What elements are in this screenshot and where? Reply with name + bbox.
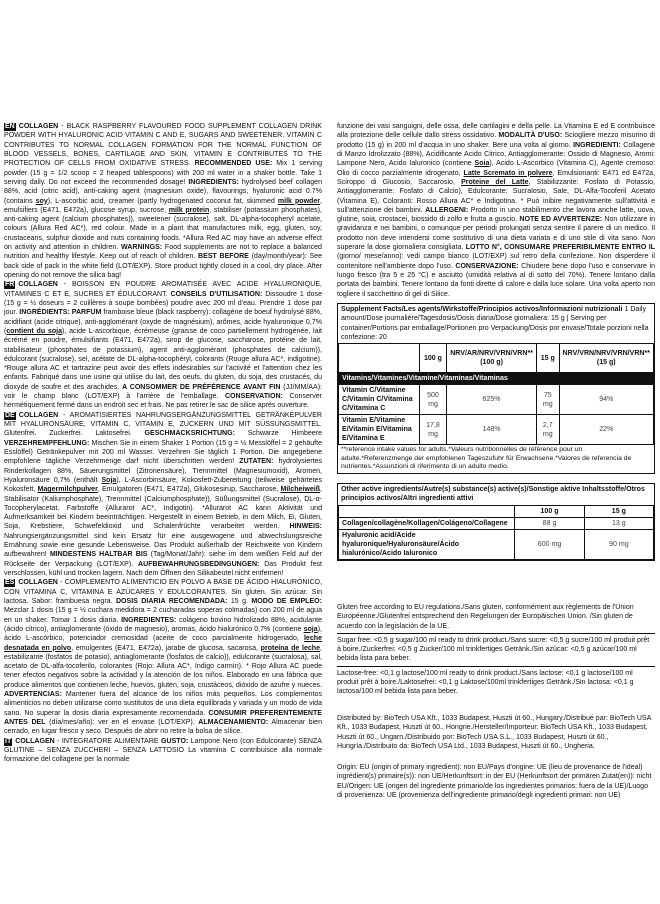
text-segment: hydrolysiertes Rinderkollagen 88%, Säuerungsmittel (Zitronensäure), Trennmittel (Magnesiumoxid), Aromen, Hyaluronsäure 0,7% (enthält <box>4 458 322 484</box>
text-segment: Das Produkt fest verschlossen, kühl und trocken lagern. Nach dem Öffnen den Silikabeutel nicht entfernen! <box>4 560 322 577</box>
text-segment: AUFBEWAHRUNGSBEDINGUNGEN: <box>138 560 260 568</box>
text-segment: BEST BEFORE <box>198 253 249 261</box>
text-segment: ), acide L-ascorbique, écrémeuse (graisse de coco partiellement hydrogénée, lait écrémé en poudre, émulsifiants (E471, E472a), sirop de glucose, saccharose, protéine de lait, stabilisateur (phosphates de potassium), agent anti-agglomérant (phosphates de calcium)), édulcorant (sucralose), sel, acétate de DL-alpha-tocophéryl, colorants (Rouge allura AC*, indigotine). *Rouge allura AC et tartrazine peut avoir des effets indésirables sur l'activité et l'attention chez les enfants. Fabriqué dans une usine qui utilise du lait, des oeufs, du gluten, du soja, des crustacés, du dioxyde de soufre et des arachides. <box>4 327 323 391</box>
section-it-continued <box>337 122 655 299</box>
text-segment: ), Acido L-Ascorbico (Vitamina C), Agente cremoso: Olio di cocco parzialmente idrogenato, <box>337 160 655 177</box>
text-segment: COLLAGEN <box>15 737 55 745</box>
left-column <box>4 122 322 765</box>
distributor-info: Distributed by: BioTech USA Kft., 1033 Budapest, Huszti út 60., Hungary./Distribué par: BioTech USA Kft., 1033 Budapest, Huszti út 60., Hongrie./Hersteller/Importeur: BioTech USA Kft., 1033 Budapest, Huszti út 60., Ungarn./Distribuido por: BioTech USA S.L., 1033 Budapest, Huszti út 60., Hungría./Distribuito da: BioTech USA Ltd., 1033 Budapest, Huszti út 60., Ungheria. <box>337 715 652 750</box>
text-segment: Prodotto in uno stabilimento che lavora anche latte, uova, glutine, soia, crostacei, biossido di zolfo e frutta a guscio. <box>337 206 655 224</box>
text-segment: NOTE ED AVVERTENZE: <box>519 216 603 224</box>
text-segment: funzione dei vasi sanguigni, delle ossa, delle cartilagini e della pelle. La Vitamina E ed E contribuisce alla protezione delle cellule dallo stress ossidativo. <box>337 123 655 140</box>
text-segment: GESCHMACKSRICHTUNG: <box>144 430 235 438</box>
other-heading: Other active ingredients/Autre(s) substance(s) active(s)/Sonstige aktive Inhaltsstoffe/Otros principios activos/Altri ingredienti attivi <box>341 486 645 503</box>
text-segment: COLLAGEN <box>18 123 59 130</box>
section-es <box>4 578 322 736</box>
text-segment: hydrolysed beef collagen 88%, acid (citric acid), anti-caking agent (magnesium oxide), flavourings, hyaluronic acid 0.7% (contains <box>4 178 322 205</box>
text-segment: framboise bleue (black raspberry): collagène de boeuf hydrolysé 88%, acidifiant (acide citrique), anti-agglomérant (oxyde de magnésium), arômes, acide hyaluronique 0,7% ( <box>4 309 322 335</box>
other-col-100g: 100 g <box>515 505 584 517</box>
text-segment: Mix 1 serving powder (15 g = 1/2 scoop = 2 heaped tablespoons) with 200 ml water in a shaker bottle. Take 1 serving daily. Do not exceed the recommended dosage! <box>4 160 322 186</box>
text-segment: DOSIS DIARIA RECOMENDADA: <box>115 597 228 605</box>
text-segment: LOTTO N°, CONSUMARE PREFERIBILMENTE ENTRO IL <box>465 244 655 252</box>
text-segment: COLLAGEN <box>18 281 58 289</box>
text-segment: ), L-ascorbic acid, creamer (partly hydrogenated coconut fat, skimmed <box>47 197 278 205</box>
text-segment: CONSERVAZIONE: <box>455 262 519 270</box>
text-segment: RECOMMENDED USE: <box>194 160 273 168</box>
text-segment: ALLERGENI: <box>425 206 469 214</box>
text-segment: GUSTO: <box>161 737 189 745</box>
text-segment: Latte Scremato in polvere <box>463 169 553 177</box>
text-segment: , emulgentes (E471, E472a), jarabe de glucosa, sacarosa, <box>71 644 261 652</box>
text-segment: HINWEIS: <box>289 523 322 531</box>
text-segment: - AROMATISIERTES NAHRUNGSERGÄNZUNGSMITTEL GETRÄNKEPULVER MIT HYALURONSÄURE, VITAMIN C, VITAMIN E, ZUCKERN UND MIT SÜSSUNGSMITTEL. Glutenfrei. Zuckerfrei. Laktosefrei. <box>4 411 322 438</box>
text-segment: contient du soja <box>6 327 63 335</box>
text-segment: CONSERVATION: <box>224 393 283 401</box>
text-segment: , Stabilizzante: Fosfato di Potassio, Antiagglomerante: Fosfato di Calcio), Edulcorante: Sucralosio, Sale, DL-Alfa-Tocoferil Acetato (Vitamina E), Coloranti: Rosso Allura AC* e Indigotina. * Può inibire negativamente sull'attività e sull'attenzione dei bambini. <box>337 178 655 214</box>
other-grid <box>338 505 654 560</box>
text-segment: - BLACK RASPBERRY FLAVOURED FOOD SUPPLEMENT COLLAGEN DRINK POWDER WITH HYALURONIC ACID VITAMIN C AND E, SUGARS AND SWEETENER. VITAMIN C CONTRIBUTES TO NORMAL COLLAGEN FORMATION FOR THE NORMAL FUNCTION OF BLOOD VESSELS, BONES, CARTILAGE AND SKIN. VITAMIN E CONTRIBUTES TO THE PROTECTION OF CELLS FROM OXIDATIVE STRESS. <box>4 123 322 168</box>
text-segment: INGRÉDIENTS: PARFUM <box>19 309 102 317</box>
section-fr <box>4 280 322 410</box>
text-segment: Lampone Nero (con Edulcorante) SENZA GLUTINE – SENZA ZUCCHERI – SENZA LATTOSIO La vitamina C contribuisce alla normale formazione del collagene per la normale <box>4 737 323 764</box>
gluten-free-note: Gluten free according to EU regulations./Sans gluten, conformément aux règlements de l'Union Européenne./Glutenfrei entsprechend den Regelungen der Europäischen Union. /Sin gluten de acuerdo con la legislación de la UE. <box>337 604 634 630</box>
text-segment: CONSUMIR PREFERENTEMENTE ANTES DEL <box>4 709 322 726</box>
table-row: Hyaluronic acid/Acide hyaluronique/Hyaluronsäure/Ácido hialurónico/Acido Ialuronico 600 mg 90 mg <box>339 529 654 559</box>
text-segment: leche desnatada en polvo <box>4 635 322 652</box>
text-segment: Magermilchpulver <box>37 486 98 494</box>
text-segment: 15 g. <box>227 597 252 605</box>
col-100g: 100 g <box>419 344 446 373</box>
text-segment: CONSEILS D'UTILISATION: <box>170 290 263 298</box>
text-segment: ALMACENAMIENTO: <box>198 719 269 726</box>
text-segment: - COMPLEMENTO ALIMENTICIO EN POLVO A BASE DE ÁCIDO HIALURÓNICO, CON VITAMINA C, VITAMINA E AZÚCARES Y EDULCORANTES. Sin gluten. Sin azúcar. Sin lactosa. Sabor: frambuesa negra. <box>4 579 322 605</box>
text-segment: ADVERTENCIAS: <box>4 691 62 699</box>
text-segment: Mezclar 1 dosis (15 g = ½ cuchara medidora = 2 cucharadas soperas colmadas) con 200 ml de agua en un shaker. Tomar 1 dosis diaria. <box>4 607 322 624</box>
vitamins-band: Vitamins/Vitamines/Vitamine/Vitaminas/Vitaminas <box>339 373 654 385</box>
text-segment: Food supplements are not to replace a balanced nutrition and healthy lifestyle. Keep out of reach of children. <box>4 244 322 261</box>
text-segment: , emulsifiers (E471, E472a), glucose syrup, sucrose, <box>4 197 322 214</box>
text-segment: WARNINGS: <box>121 244 163 252</box>
origin-info: Origin: EU (origin of primary ingredient): non EU/Pays d'origine: UE (lieu de provenance de l'ideal) ingrédient(s) primaire(s)): non UE/Herkunftsort: in der EU (Herkunftsort der primären Zutat(en)): nicht EU/Origen: UE (origen del ingrediente primario/de los ingredientes primarios: fuera de la UE)/Luogo di provenienza: UE (provenienza dell'ingrediente primario/degli ingredienti primari: non UE) <box>337 764 652 799</box>
section-en <box>4 122 322 280</box>
text-segment: Chiudere bene dopo l'uso e conservare in luogo fresco (tra 5 e 25 °C) e asciutto (umidità relativa al di sotto del 70%). Tenere lontano dalla portata dei bambini. Tenere lontano da fonti dirette di calore e dalla luce solare. Una volta aperto non togliere il sacchettino di gel di Silice. <box>337 262 655 298</box>
text-segment: , estabilizante (fosfatos de potasio), antiaglomerante (fosfatos de calcio)), edulcorante (sucralosa), sal, acetato de DL-alfa-tocoferilo, colorantes (Rojo: Allura AC*, índigo carmín). * Rojo Allura AC puede tener efectos negativos sobre la actividad y la atención de los niños. Elaborado en una fábrica que produce alimentos que contienen leche, huevos, gluten, soja, crustáceos, dióxido de azufre y nueces. <box>4 644 322 689</box>
text-segment: soja <box>303 625 318 633</box>
language-tag: EN <box>5 123 15 130</box>
table-row: Vitamin E/Vitamine E/Vitamin E/Vitamina E/Vitamina E 17,8 mg 148% 2,7 mg 22% <box>339 415 654 445</box>
text-segment: VERZEHREMPFEHLUNG: <box>4 439 90 447</box>
section-de <box>4 411 322 579</box>
section-it <box>4 737 322 765</box>
text-segment: COLLAGEN <box>18 579 58 587</box>
text-segment: Dissoudre 1 dose (15 g = ½ doseurs = 2 cuillères à soupe bombées) poudre avec 200 ml d'eau. Prendre 1 dose par jour. <box>4 290 322 317</box>
text-segment: Collagene di Manzo Idrolizzato (88%), Acidificante Acido Citrico, Antiagglomerante: Ossido di Magnesio, Aromi: Lampone Nero, Acido Ialuronico (contiene <box>337 141 656 168</box>
text-segment: Mischen Sie in einem Shaker 1 Portion (15 g = ½ Messlöffel = 2 gehäufte Esslöffel) Getränkepulver mit 200 ml Wasser. Verzehren Sie täglich 1 Portion. Die angegebene empfohlene tägliche Verzehrmenge darf nicht überschritten werden! <box>4 439 322 466</box>
text-segment: - BOISSON EN POUDRE AROMATISÉE AVEC ACIDE HYALURONIQUE, VITAMINES C ET E, SUCRES ET ÉDULCORANT. <box>4 281 322 298</box>
text-segment: (giorno/ mese/anno): vedi campo bianco (LOT/EXP) sul retro della confezione. Non disperdere il contenitore nell'ambiente dopo l'uso. <box>337 253 655 270</box>
text-segment: milk powder <box>277 197 321 205</box>
text-segment: , stabiliser (potassium phosphates), anti-caking agent (calcium phosphates)), sweetener (sucralose), salt, DL-alpha-tocopheryl acetate, colours (Allura Red AC*), red colour. Made in a plant that manufactures milk, egg, gluten, soy, crustaceans, sulphur dioxide and nuts containing foods. *Allura Red AC may have an adverse effect on activity and attention in children. <box>4 206 322 252</box>
text-segment: soy <box>35 197 48 205</box>
table-row: Collagen/collagène/Kollagen/Colágeno/Collagene 88 g 13 g <box>339 517 654 529</box>
table-row: Vitamin C/Vitamine C/Vitamin C/Vitamina C/Vitamina C 500 mg 625% 75 mg 94% <box>339 385 654 415</box>
supplement-facts-table <box>337 303 655 474</box>
text-segment: Soia <box>474 160 490 168</box>
text-segment: , Stabilisator (Kaliumphosphate), Trennmittel (Calciumphosphate)), Süßungsmittel (Sucralose), DL-α-Tocopherylacetat, Farbstoffe (Allurarot AC*, Indigotin). *Allurarot AC kann Aktivität und Aufmerksamkeit bei Kindern beeinträchtigen. Hergestellt in einem Betrieb, in dem Milch, Ei, Gluten, Soja, Krebstiere, Schwefeldioxid und Schalenfrüchte verarbeitet werden. <box>4 486 323 531</box>
text-segment: Non utilizzare in gravidanza e nei bambini, o comunque per periodi prolungati senza sentire il parere di un medico. Il prodotto non deve intendersi come sostitutivo di una dieta variata e di uno stile di vita sano. Non superare la dose giornaliera consigliata. <box>337 216 656 252</box>
text-segment: MODALITÀ D'USO: <box>498 132 563 140</box>
text-segment: Almacenar bien cerrado, en lugar fresco y seco. Después de abrir no retire la bolsa de sílice. <box>4 719 323 736</box>
text-segment: ), ácido L-ascórbico, potenciador cremosidad (aceite de coco parcialmente hidrogenado, <box>4 625 322 643</box>
text-segment: Sciogliere mezzo misurino di prodotto (15 g) in 200 ml d'acqua in uno shaker. Bere una volta al giorno. <box>337 132 655 149</box>
other-col-15g: 15 g <box>584 505 653 517</box>
text-segment: , Emulgatoren (E471, E472a), Glukosesirup, Saccharose, <box>97 486 281 494</box>
right-column-text <box>337 122 655 299</box>
facts-grid <box>338 343 654 445</box>
language-tag: DE <box>5 411 15 419</box>
text-segment: proteína de leche <box>260 644 321 652</box>
text-segment: (Tag/Monat/Jahr): siehe im dem weißen Feld auf der Rückseite der Verpackung (LOT/EXP). <box>4 551 322 568</box>
text-segment: A CONSOMMER DE PRÉFÉRENCE AVANT FIN <box>122 383 281 391</box>
text-segment: MODO DE EMPLEO: <box>251 597 323 605</box>
text-segment: (día/mes/año): ver en el envase (LOT/EXP). <box>45 719 199 726</box>
text-segment: INGREDIENTES: <box>121 616 177 624</box>
text-segment: Schwarze Himbeere <box>234 430 322 438</box>
text-segment: Proteine del Latte <box>461 178 529 186</box>
text-segment: INGREDIENTI: <box>573 141 621 149</box>
text-segment: (JJ/MM/AA): voir le champ blanc (LOT/EXP) à l'arrière de l'emballage. <box>4 383 322 401</box>
other-ingredients-table <box>337 483 655 561</box>
text-segment: Soja <box>101 476 117 484</box>
text-segment: - INTEGRATORE ALIMENTARE <box>54 737 162 745</box>
text-segment: colágeno bovino hidrolizado 88%, acidulante (ácido cítrico), antiaglomerante (óxido de magnesio), aromas, ácido hialurónico 0,7% (contiene <box>4 616 322 633</box>
text-segment: Nahrungsergänzungsmittel sind kein Ersatz für eine ausgewogene und abwechslungsreiche Ernährung sowie eine gesunde Lebensweise. Das Produkt außerhalb der Reichweite von Kindern aufbewahren! <box>4 532 322 559</box>
lactose-free-note: Lactose-free: <0,1 g lactose/100 ml ready to drink product./Sans lactose: <0,1 g lactose/100 ml produit prêt à boire./Laktosefrei: <0,1 g Laktose/100ml trinkfertiges Getränk./Sin lactosa: <0,1 g lactosa/100 ml bebida lista para beber. <box>337 666 655 697</box>
text-segment: INGREDIENTS: <box>188 178 239 186</box>
col-nrv-100g: NRV/AR/NRV/VRN/VRN** (100 g) <box>447 344 537 373</box>
text-segment: , Emulsionanti: E471 ed E472a, Sciroppo di Glucosio, Saccarosio, <box>337 169 655 186</box>
text-segment: MINDESTENS HALTBAR BIS <box>49 551 148 559</box>
col-nrv-15g: NRV/VRN/NRV/VRN/VRN** (15 g) <box>559 344 653 373</box>
sugar-free-note: Sugar free: <0,5 g sugar/100 ml ready to drink product./Sans sucre: <0,5 g sucre/100 ml produit prêt à boire./Zuckerfrei: <0,5 g Zucker/100 ml trinkfertiges Getränk./Sin azúcar: <0,5 g azúcar/100 ml bebida lista para beber. <box>337 633 655 664</box>
language-tag: IT <box>5 737 12 745</box>
text-segment: Milcheiweiß <box>280 486 321 494</box>
language-tag: FR <box>5 281 15 289</box>
col-15g: 15 g <box>536 344 559 373</box>
text-segment: COLLAGEN <box>18 411 59 419</box>
language-tag: ES <box>5 579 15 587</box>
text-segment: Conserver hermétiquement fermé dans un endroit sec et frais. Ne pas retirer le sac de silice après ouverture. <box>4 393 322 410</box>
text-segment: (day/month/year): See back side of pack in the white field (LOT/EXP). Store product tightly closed in a cool, dry place. After opening do not remove the silica bag! <box>4 253 323 279</box>
facts-heading: Supplement Facts/Les agents/Wirkstoffe/Principios activos/Informazioni nutrizionali 1 Daily amount/Dose journalière/Tagesdosis/Dosis diaria/Dose giornaliera: 15 g | Serving per container/Portions par emballage/Portionen pro Verpackung/Dosis por envase/Totale porzioni nella confezione: 20 <box>341 306 649 341</box>
allergen-notes <box>337 603 655 697</box>
text-segment: Mantener fuera del alcance de los niños más pequeños. Los complementos alimenticios no deben utilizarse como sustitutos de una dieta equilibrada y variada y un modo de vida sano. No superar la dosis diaria expresamente recomendada. <box>4 691 322 717</box>
nrv-footnote: **reference intake values for adults.*Valeurs nutritionnelles de référence pour un adulte.*Referenzmenge der empfohlenen Tageszufuhr für Erwachsene.*Valores de referencia de nutrientes.*Assunzioni di riferimento di un adulto medio. <box>341 446 632 471</box>
text-segment: milk protein <box>168 206 210 214</box>
text-segment: ), L-Ascorbinsäure, Kokosfett-Zubereitung (teilweise gehärtetes Kokosfett, <box>4 476 322 494</box>
text-segment: ZUTATEN: <box>239 458 274 466</box>
